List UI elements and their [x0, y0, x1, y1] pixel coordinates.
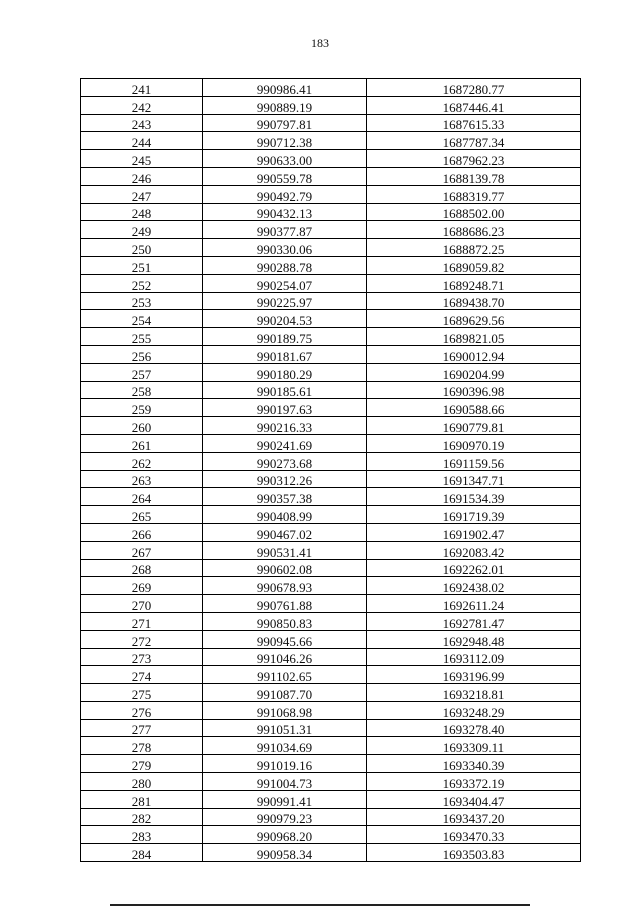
- table-row: [81, 221, 581, 239]
- x-coordinate-cell: 991068.98: [203, 701, 367, 719]
- y-coordinate-cell: 1687446.41: [367, 96, 581, 114]
- table-row: [81, 755, 581, 773]
- x-coordinate-cell: 990216.33: [203, 417, 367, 435]
- point-number-cell: 280: [81, 773, 203, 791]
- point-number-cell: 275: [81, 684, 203, 702]
- x-coordinate-cell: 990678.93: [203, 577, 367, 595]
- x-coordinate-cell: 990467.02: [203, 523, 367, 541]
- point-number-cell: 251: [81, 256, 203, 274]
- x-coordinate-cell: 990189.75: [203, 328, 367, 346]
- y-coordinate-cell: 1693503.83: [367, 844, 581, 862]
- table-row: [81, 452, 581, 470]
- y-coordinate-cell: 1692083.42: [367, 541, 581, 559]
- table-row: [81, 434, 581, 452]
- table-row: [81, 114, 581, 132]
- y-coordinate-cell: 1693218.81: [367, 684, 581, 702]
- x-coordinate-cell: 990492.79: [203, 185, 367, 203]
- point-number-cell: 266: [81, 523, 203, 541]
- point-number-cell: 250: [81, 239, 203, 257]
- point-number-cell: 277: [81, 719, 203, 737]
- x-coordinate-cell: 991087.70: [203, 684, 367, 702]
- table-row: [81, 363, 581, 381]
- x-coordinate-cell: 991004.73: [203, 773, 367, 791]
- y-coordinate-cell: 1689821.05: [367, 328, 581, 346]
- x-coordinate-cell: 990958.34: [203, 844, 367, 862]
- x-coordinate-cell: 990197.63: [203, 399, 367, 417]
- point-number-cell: 249: [81, 221, 203, 239]
- x-coordinate-cell: 990761.88: [203, 595, 367, 613]
- x-coordinate-cell: 991102.65: [203, 666, 367, 684]
- x-coordinate-cell: 990225.97: [203, 292, 367, 310]
- table-row: [81, 541, 581, 559]
- y-coordinate-cell: 1693404.47: [367, 790, 581, 808]
- point-number-cell: 241: [81, 79, 203, 97]
- table-row: [81, 96, 581, 114]
- table-row: [81, 150, 581, 168]
- y-coordinate-cell: 1691347.71: [367, 470, 581, 488]
- point-number-cell: 284: [81, 844, 203, 862]
- y-coordinate-cell: 1691719.39: [367, 506, 581, 524]
- table-row: [81, 684, 581, 702]
- point-number-cell: 281: [81, 790, 203, 808]
- y-coordinate-cell: 1692438.02: [367, 577, 581, 595]
- table-row: [81, 719, 581, 737]
- x-coordinate-cell: 990850.83: [203, 612, 367, 630]
- point-number-cell: 279: [81, 755, 203, 773]
- y-coordinate-cell: 1690396.98: [367, 381, 581, 399]
- table-row: [81, 844, 581, 862]
- x-coordinate-cell: 990377.87: [203, 221, 367, 239]
- table-row: [81, 595, 581, 613]
- x-coordinate-cell: 990633.00: [203, 150, 367, 168]
- x-coordinate-cell: 990185.61: [203, 381, 367, 399]
- x-coordinate-cell: 990180.29: [203, 363, 367, 381]
- x-coordinate-cell: 991019.16: [203, 755, 367, 773]
- y-coordinate-cell: 1688872.25: [367, 239, 581, 257]
- y-coordinate-cell: 1687787.34: [367, 132, 581, 150]
- table-row: [81, 506, 581, 524]
- point-number-cell: 259: [81, 399, 203, 417]
- x-coordinate-cell: 990945.66: [203, 630, 367, 648]
- table-row: [81, 167, 581, 185]
- x-coordinate-cell: 990312.26: [203, 470, 367, 488]
- y-coordinate-cell: 1690779.81: [367, 417, 581, 435]
- y-coordinate-cell: 1690970.19: [367, 434, 581, 452]
- x-coordinate-cell: 990979.23: [203, 808, 367, 826]
- point-number-cell: 247: [81, 185, 203, 203]
- x-coordinate-cell: 990432.13: [203, 203, 367, 221]
- x-coordinate-cell: 990797.81: [203, 114, 367, 132]
- table-row: [81, 612, 581, 630]
- coordinates-table: [80, 78, 581, 862]
- x-coordinate-cell: 990559.78: [203, 167, 367, 185]
- table-row: [81, 470, 581, 488]
- point-number-cell: 257: [81, 363, 203, 381]
- point-number-cell: 267: [81, 541, 203, 559]
- table-row: [81, 203, 581, 221]
- y-coordinate-cell: 1693248.29: [367, 701, 581, 719]
- point-number-cell: 243: [81, 114, 203, 132]
- point-number-cell: 278: [81, 737, 203, 755]
- x-coordinate-cell: 990273.68: [203, 452, 367, 470]
- x-coordinate-cell: 990968.20: [203, 826, 367, 844]
- x-coordinate-cell: 990986.41: [203, 79, 367, 97]
- point-number-cell: 254: [81, 310, 203, 328]
- table-row: [81, 523, 581, 541]
- point-number-cell: 273: [81, 648, 203, 666]
- point-number-cell: 265: [81, 506, 203, 524]
- y-coordinate-cell: 1692948.48: [367, 630, 581, 648]
- y-coordinate-cell: 1693196.99: [367, 666, 581, 684]
- point-number-cell: 258: [81, 381, 203, 399]
- table-row: [81, 826, 581, 844]
- point-number-cell: 271: [81, 612, 203, 630]
- point-number-cell: 245: [81, 150, 203, 168]
- x-coordinate-cell: 990241.69: [203, 434, 367, 452]
- coordinates-table-body: [81, 79, 581, 862]
- point-number-cell: 270: [81, 595, 203, 613]
- table-row: [81, 256, 581, 274]
- y-coordinate-cell: 1687615.33: [367, 114, 581, 132]
- x-coordinate-cell: 990254.07: [203, 274, 367, 292]
- y-coordinate-cell: 1689438.70: [367, 292, 581, 310]
- page-number: 183: [311, 36, 329, 50]
- table-row: [81, 790, 581, 808]
- table-row: [81, 417, 581, 435]
- y-coordinate-cell: 1691159.56: [367, 452, 581, 470]
- point-number-cell: 276: [81, 701, 203, 719]
- table-row: [81, 559, 581, 577]
- y-coordinate-cell: 1693372.19: [367, 773, 581, 791]
- y-coordinate-cell: 1688686.23: [367, 221, 581, 239]
- x-coordinate-cell: 990991.41: [203, 790, 367, 808]
- y-coordinate-cell: 1693112.09: [367, 648, 581, 666]
- x-coordinate-cell: 990602.08: [203, 559, 367, 577]
- table-row: [81, 292, 581, 310]
- table-row: [81, 648, 581, 666]
- table-row: [81, 399, 581, 417]
- y-coordinate-cell: 1690012.94: [367, 345, 581, 363]
- point-number-cell: 262: [81, 452, 203, 470]
- y-coordinate-cell: 1693470.33: [367, 826, 581, 844]
- y-coordinate-cell: 1692611.24: [367, 595, 581, 613]
- x-coordinate-cell: 990889.19: [203, 96, 367, 114]
- point-number-cell: 283: [81, 826, 203, 844]
- y-coordinate-cell: 1692262.01: [367, 559, 581, 577]
- y-coordinate-cell: 1693309.11: [367, 737, 581, 755]
- table-row: [81, 132, 581, 150]
- x-coordinate-cell: 991034.69: [203, 737, 367, 755]
- y-coordinate-cell: 1687280.77: [367, 79, 581, 97]
- x-coordinate-cell: 990712.38: [203, 132, 367, 150]
- table-row: [81, 328, 581, 346]
- y-coordinate-cell: 1693278.40: [367, 719, 581, 737]
- point-number-cell: 263: [81, 470, 203, 488]
- table-row: [81, 577, 581, 595]
- point-number-cell: 260: [81, 417, 203, 435]
- y-coordinate-cell: 1692781.47: [367, 612, 581, 630]
- x-coordinate-cell: 990357.38: [203, 488, 367, 506]
- y-coordinate-cell: 1690588.66: [367, 399, 581, 417]
- point-number-cell: 261: [81, 434, 203, 452]
- point-number-cell: 274: [81, 666, 203, 684]
- point-number-cell: 242: [81, 96, 203, 114]
- x-coordinate-cell: 991051.31: [203, 719, 367, 737]
- point-number-cell: 255: [81, 328, 203, 346]
- x-coordinate-cell: 990531.41: [203, 541, 367, 559]
- x-coordinate-cell: 990288.78: [203, 256, 367, 274]
- y-coordinate-cell: 1690204.99: [367, 363, 581, 381]
- y-coordinate-cell: 1687962.23: [367, 150, 581, 168]
- y-coordinate-cell: 1688319.77: [367, 185, 581, 203]
- bottom-edge-line: [110, 904, 530, 906]
- table-row: [81, 808, 581, 826]
- y-coordinate-cell: 1689629.56: [367, 310, 581, 328]
- y-coordinate-cell: 1693437.20: [367, 808, 581, 826]
- table-row: [81, 239, 581, 257]
- x-coordinate-cell: 990408.99: [203, 506, 367, 524]
- point-number-cell: 246: [81, 167, 203, 185]
- table-row: [81, 630, 581, 648]
- point-number-cell: 248: [81, 203, 203, 221]
- y-coordinate-cell: 1688502.00: [367, 203, 581, 221]
- point-number-cell: 269: [81, 577, 203, 595]
- y-coordinate-cell: 1689248.71: [367, 274, 581, 292]
- point-number-cell: 282: [81, 808, 203, 826]
- table-row: [81, 737, 581, 755]
- table-row: [81, 488, 581, 506]
- y-coordinate-cell: 1693340.39: [367, 755, 581, 773]
- coordinates-table-container: [80, 78, 580, 862]
- y-coordinate-cell: 1688139.78: [367, 167, 581, 185]
- y-coordinate-cell: 1691902.47: [367, 523, 581, 541]
- point-number-cell: 256: [81, 345, 203, 363]
- point-number-cell: 244: [81, 132, 203, 150]
- y-coordinate-cell: 1691534.39: [367, 488, 581, 506]
- x-coordinate-cell: 990330.06: [203, 239, 367, 257]
- table-row: [81, 701, 581, 719]
- table-row: [81, 274, 581, 292]
- table-row: [81, 79, 581, 97]
- x-coordinate-cell: 991046.26: [203, 648, 367, 666]
- table-row: [81, 773, 581, 791]
- point-number-cell: 253: [81, 292, 203, 310]
- point-number-cell: 264: [81, 488, 203, 506]
- x-coordinate-cell: 990181.67: [203, 345, 367, 363]
- table-row: [81, 666, 581, 684]
- point-number-cell: 272: [81, 630, 203, 648]
- table-row: [81, 381, 581, 399]
- table-row: [81, 345, 581, 363]
- table-row: [81, 310, 581, 328]
- y-coordinate-cell: 1689059.82: [367, 256, 581, 274]
- table-row: [81, 185, 581, 203]
- point-number-cell: 268: [81, 559, 203, 577]
- point-number-cell: 252: [81, 274, 203, 292]
- x-coordinate-cell: 990204.53: [203, 310, 367, 328]
